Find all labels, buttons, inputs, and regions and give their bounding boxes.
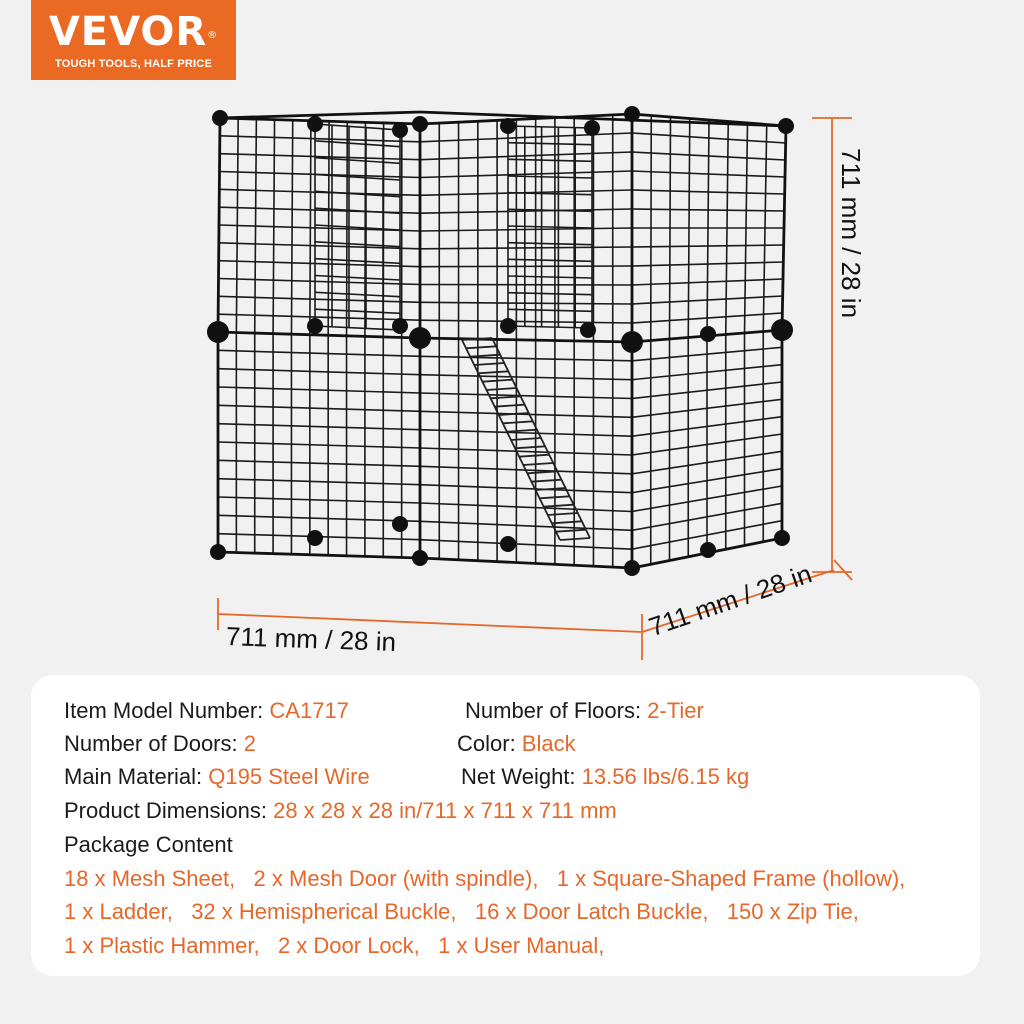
spec-value: 13.56 lbs/6.15 kg xyxy=(581,764,750,789)
buckle-knob xyxy=(624,560,640,576)
buckle-knob xyxy=(307,318,323,334)
spec-value: CA1717 xyxy=(269,698,349,723)
spec-label: Number of Doors: xyxy=(64,731,244,756)
buckle-knob xyxy=(621,331,643,353)
package-content-heading: Package Content xyxy=(64,832,233,857)
spec-label: Main Material: xyxy=(64,764,209,789)
buckle-knob xyxy=(624,106,640,122)
spec-main-material xyxy=(64,764,370,790)
buckle-knob xyxy=(500,536,516,552)
buckle-knob xyxy=(700,542,716,558)
spec-value: Black xyxy=(521,731,576,756)
buckle-knob xyxy=(210,544,226,560)
spec-model-number xyxy=(64,698,349,724)
buckle-knob xyxy=(409,327,431,349)
buckle-knob xyxy=(500,118,516,134)
spec-number-of-doors xyxy=(64,731,256,757)
spec-value: 28 x 28 x 28 in/711 x 711 x 711 mm xyxy=(273,798,617,823)
width-dimension-label: 711 mm / 28 in xyxy=(225,621,397,657)
specifications-panel xyxy=(31,675,980,976)
buckle-knob xyxy=(584,120,600,136)
buckle-knob xyxy=(212,110,228,126)
spec-color xyxy=(457,731,576,757)
buckle-knob xyxy=(392,122,408,138)
spec-label: Color: xyxy=(457,731,522,756)
spec-product-dimensions xyxy=(64,798,617,824)
depth-dimension-label: 711 mm / 28 in xyxy=(644,558,816,643)
buckle-knob xyxy=(392,318,408,334)
buckle-knob xyxy=(771,319,793,341)
buckle-knob xyxy=(778,118,794,134)
buckle-knob xyxy=(500,318,516,334)
height-dimension-label: 711 mm / 28 in xyxy=(836,148,866,319)
spec-value: 2-Tier xyxy=(647,698,704,723)
buckle-knob xyxy=(392,516,408,532)
spec-label: Net Weight: xyxy=(461,764,582,789)
buckle-knob xyxy=(412,550,428,566)
logo-tagline: TOUGH TOOLS, HALF PRICE xyxy=(55,58,212,70)
spec-number-of-floors xyxy=(465,698,704,724)
cage-wire-mesh xyxy=(218,114,786,568)
package-content-line: 18 x Mesh Sheet, 2 x Mesh Door (with spindle), 1 x Square-Shaped Frame (hollow), xyxy=(64,866,906,891)
buckle-knob xyxy=(700,326,716,342)
spec-net-weight xyxy=(461,764,749,790)
buckle-knob xyxy=(307,116,323,132)
buckle-knob xyxy=(207,321,229,343)
spec-label: Item Model Number: xyxy=(64,698,270,723)
spec-label: Product Dimensions: xyxy=(64,798,274,823)
package-content-line: 1 x Ladder, 32 x Hemispherical Buckle, 16 x Door Latch Buckle, 150 x Zip Tie, xyxy=(64,899,859,924)
buckle-knob xyxy=(307,530,323,546)
spec-label: Number of Floors: xyxy=(465,698,648,723)
buckle-knob xyxy=(580,322,596,338)
spec-value: 2 xyxy=(243,731,256,756)
buckle-knob xyxy=(774,530,790,546)
buckle-knob xyxy=(412,116,428,132)
registered-mark: ® xyxy=(207,30,219,41)
logo-brand: VEVOR® xyxy=(48,9,219,55)
spec-value: Q195 Steel Wire xyxy=(208,764,370,789)
package-content-line: 1 x Plastic Hammer, 2 x Door Lock, 1 x User Manual, xyxy=(64,933,605,958)
